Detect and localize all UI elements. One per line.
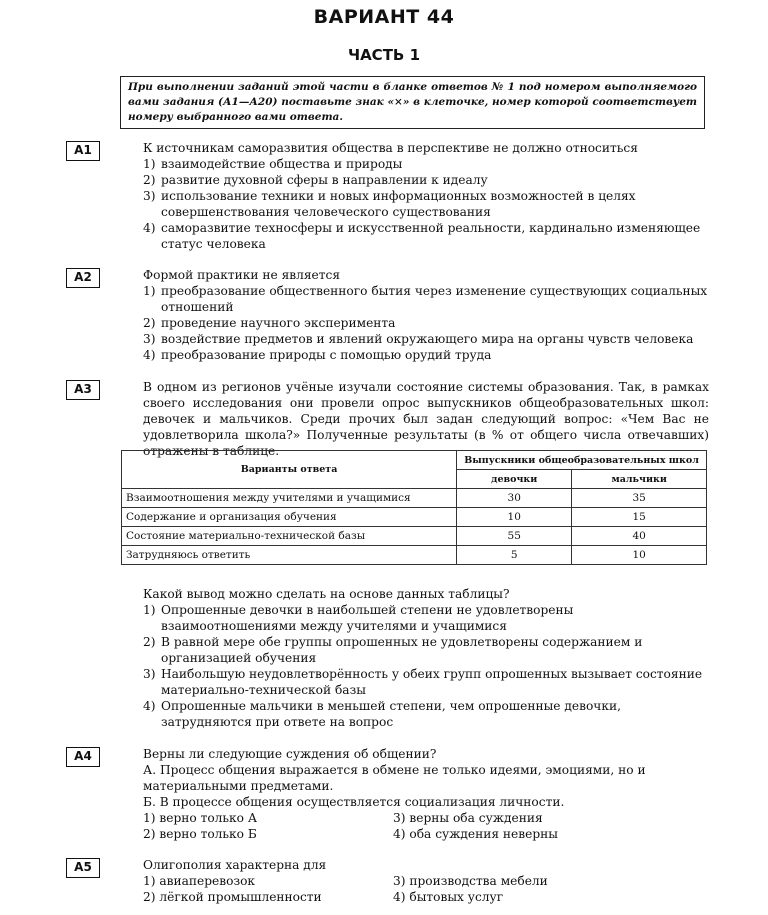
task-tag-a3: А3 — [66, 380, 100, 400]
task-a3-intro: В одном из регионов учёные изучали состояние системы образования. Так, в рамках своего исследования они провели опрос выпускников общеобразовательных школ: девочек и мальчиков. Среди прочих был задан следующий вопрос: «Чем Вас не удовлетворила школа?» Полученные результаты (в % от общего числа отвечавших) отражены в таблице. — [143, 380, 709, 458]
part-title: ЧАСТЬ 1 — [347, 46, 421, 64]
task-tag-a5: А5 — [66, 858, 100, 878]
question-text: Какой вывод можно сделать на основе данных таблицы? — [143, 587, 510, 601]
option[interactable]: 4) Опрошенные мальчики в меньшей степени, чем опрошенные девочки, затрудняются при ответе на вопрос — [143, 699, 621, 729]
question-text: Формой практики не является — [143, 268, 341, 282]
option[interactable]: 1) взаимодействие общества и природы — [143, 157, 403, 171]
table-row: Состояние материально-технической базы 55 40 — [122, 527, 707, 546]
table-header-girls: девочки — [457, 470, 572, 489]
option[interactable]: 1) Опрошенные девочки в наибольшей степени не удовлетворены взаимоотношениями между учителями и учащимися — [143, 603, 574, 633]
task-tag-a4: А4 — [66, 747, 100, 767]
question-text: Олигополия характерна для — [143, 858, 327, 872]
option[interactable]: 4) бытовых услуг — [393, 890, 504, 904]
option[interactable]: 2) В равной мере обе группы опрошенных не удовлетворены содержанием и организацией обучения — [143, 635, 643, 665]
task-tag-a1: А1 — [66, 141, 100, 161]
option[interactable]: 4) оба суждения неверны — [393, 827, 558, 841]
results-table — [121, 450, 707, 565]
task-a3 — [143, 586, 709, 730]
statement-b: Б. В процессе общения осуществляется социализация личности. — [143, 795, 565, 809]
option[interactable]: 2) развитие духовной сферы в направлении к идеалу — [143, 173, 488, 187]
variant-title: ВАРИАНТ 44 — [313, 6, 455, 28]
option[interactable]: 4) преобразование природы с помощью орудий труда — [143, 348, 492, 362]
option[interactable]: 2) лёгкой промышленности — [143, 890, 322, 904]
option[interactable]: 3) Наибольшую неудовлетворённость у обеих групп опрошенных вызывает состояние материально-технической базы — [143, 667, 703, 697]
task-a2 — [143, 267, 709, 363]
table-row: Затрудняюсь ответить 5 10 — [122, 546, 707, 565]
table-header-boys: мальчики — [572, 470, 707, 489]
task-a1 — [143, 140, 709, 252]
task-a5 — [143, 857, 709, 905]
option[interactable]: 3) использование техники и новых информационных возможностей в целях совершенствования человеческого существования — [143, 189, 636, 219]
question-text: Верны ли следующие суждения об общении? — [143, 747, 437, 761]
task-a4 — [143, 746, 709, 842]
question-text: К источникам саморазвития общества в перспективе не должно относиться — [143, 141, 638, 155]
option[interactable]: 2) верно только Б — [143, 827, 257, 841]
option[interactable]: 3) воздействие предметов и явлений окружающего мира на органы чувств человека — [143, 332, 694, 346]
instruction-box: При выполнении заданий этой части в бланке ответов № 1 под номером выполняемого вами задания (А1—А20) поставьте знак «×» в клеточке, номер которой соответствует номеру выбранного вами ответа. — [120, 76, 705, 129]
option[interactable]: 2) проведение научного эксперимента — [143, 316, 396, 330]
table-header-group: Выпускники общеобразовательных школ — [457, 451, 707, 470]
option[interactable]: 1) авиаперевозок — [143, 874, 256, 888]
option[interactable]: 3) производства мебели — [393, 874, 548, 888]
option[interactable]: 3) верны оба суждения — [393, 811, 543, 825]
table-row: Взаимоотношения между учителями и учащимися 30 35 — [122, 489, 707, 508]
task-tag-a2: А2 — [66, 268, 100, 288]
table-header-answers: Варианты ответа — [122, 451, 457, 489]
option[interactable]: 4) саморазвитие техносферы и искусственной реальности, кардинально изменяющее статус человека — [143, 221, 701, 251]
option[interactable]: 1) преобразование общественного бытия через изменение существующих социальных отношений — [143, 284, 708, 314]
option[interactable]: 1) верно только А — [143, 811, 258, 825]
table-row: Содержание и организация обучения 10 15 — [122, 508, 707, 527]
statement-a: А. Процесс общения выражается в обмене не только идеями, эмоциями, но и материальными предметами. — [143, 763, 646, 793]
